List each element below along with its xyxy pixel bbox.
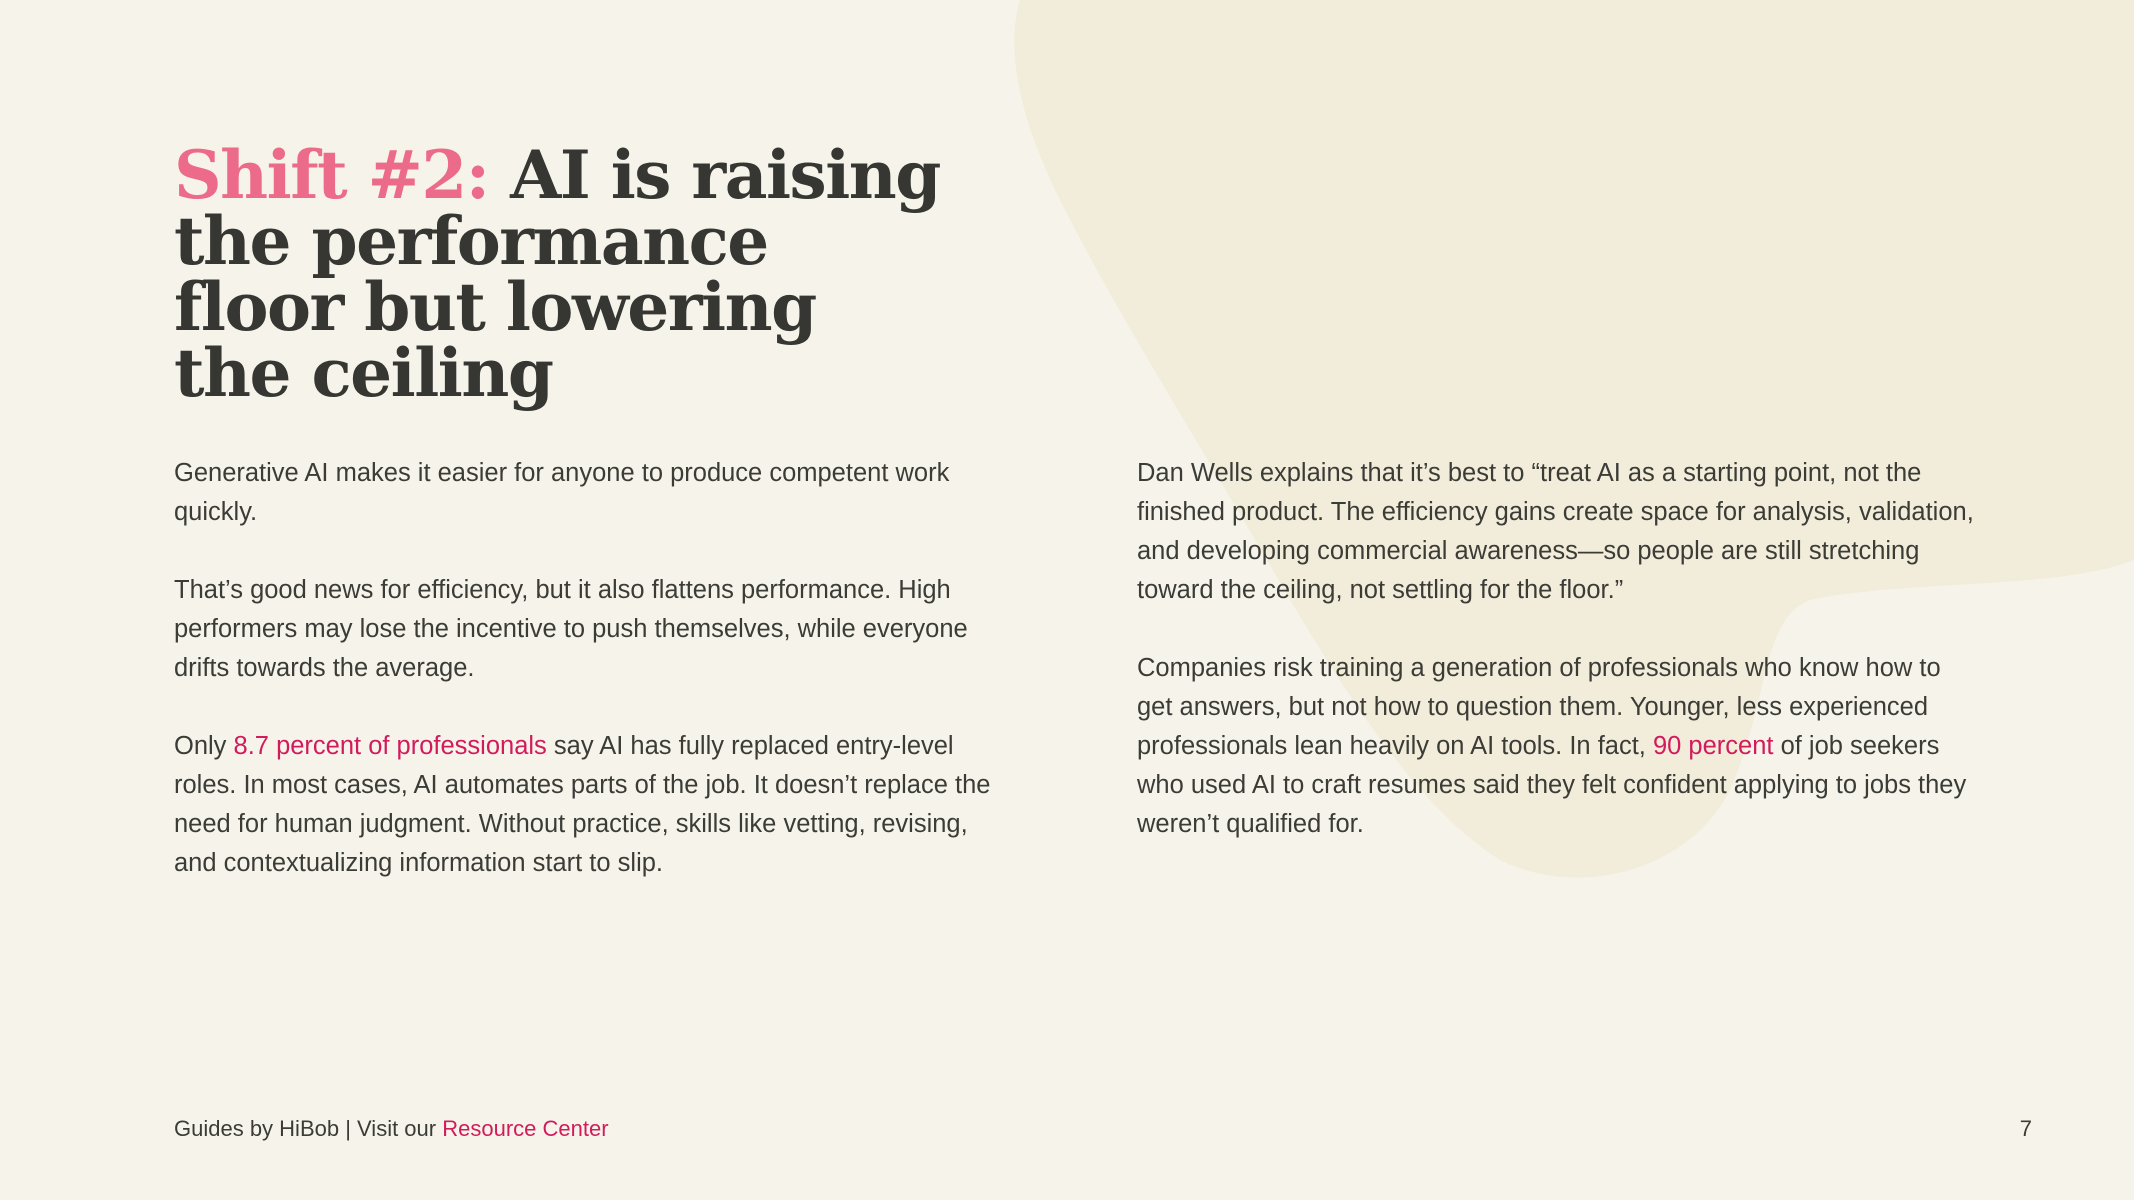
title-line-4: the ceiling (174, 334, 553, 412)
left-paragraph-1: Generative AI makes it easier for anyone to produce competent work quickly. (174, 459, 950, 526)
title-line-3: floor but lowering (174, 268, 816, 346)
right-column (1137, 454, 1977, 883)
left-paragraph-3-lead: Only (174, 732, 234, 760)
page-number: 7 (2019, 1116, 2032, 1141)
title-accent: Shift #2: (174, 136, 489, 214)
professionals-stat-link[interactable]: 8.7 percent of professionals (233, 732, 547, 760)
right-paragraph-2-lead: Companies risk training a generation of professionals who know how to get answers, but not how to question them. Younger, less experienced professionals lean heavily on AI tools. In fact, (1137, 654, 1941, 760)
footer (174, 1113, 609, 1145)
right-paragraph-2 (1137, 649, 1977, 844)
resource-center-link[interactable]: Resource Center (442, 1116, 609, 1141)
job-seekers-stat-link[interactable]: 90 percent (1652, 732, 1774, 760)
page-title (174, 136, 1034, 412)
left-paragraph-3 (174, 727, 1004, 883)
right-paragraph-1: Dan Wells explains that it’s best to “treat AI as a starting point, not the finished product. The efficiency gains create space for analysis, validation, and developing commercial awareness—so people are still stretching toward the ceiling, not settling for the floor.” (1137, 459, 1974, 604)
title-line-1: AI is raising (510, 136, 940, 214)
title-line-2: the performance (174, 202, 768, 280)
left-paragraph-2: That’s good news for efficiency, but it also flattens performance. High performers may lose the incentive to push themselves, while everyone drifts towards the average. (174, 576, 968, 682)
footer-text: Guides by HiBob | Visit our (174, 1116, 443, 1141)
left-column (174, 454, 1004, 922)
right-paragraph-2-rest: of job seekers who used AI to craft resumes said they felt confident applying to jobs they weren’t qualified for. (1137, 732, 1967, 838)
left-paragraph-3-rest: say AI has fully replaced entry-level roles. In most cases, AI automates parts of the job. It doesn’t replace the need for human judgment. Without practice, skills like vetting, revising, and contextualizing information start to slip. (174, 732, 991, 877)
